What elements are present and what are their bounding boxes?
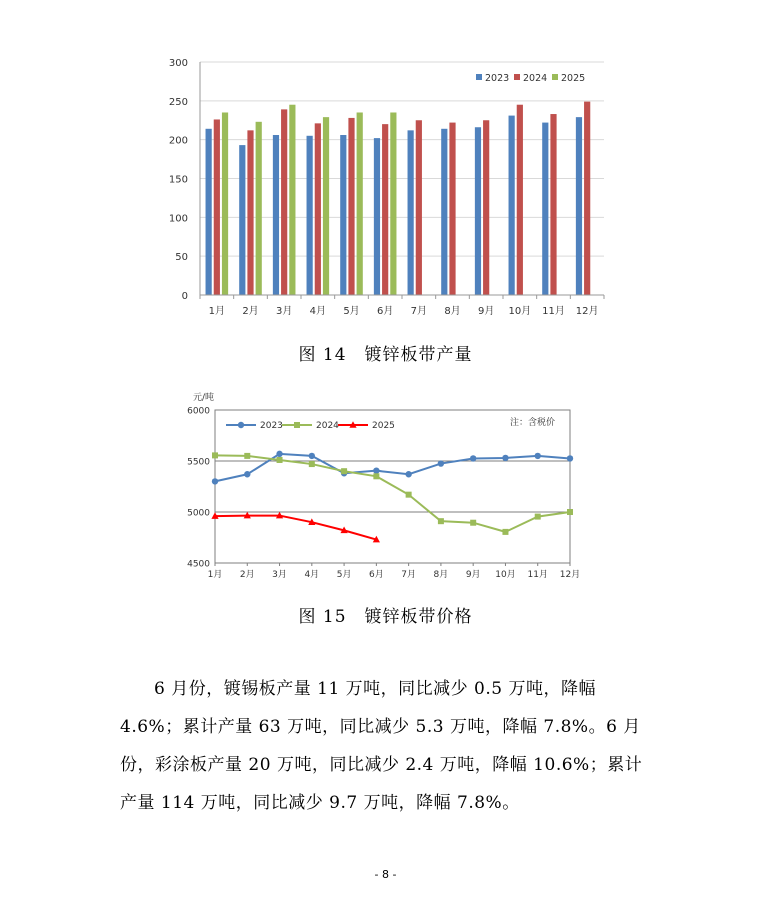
figure-14-caption: 图 14 镀锌板带产量 xyxy=(298,345,473,365)
line-point-2023-11 xyxy=(535,453,541,459)
line-x-tick-label: 9月 xyxy=(465,570,481,580)
legend-label-2024: 2024 xyxy=(523,73,548,84)
bar-2023-2 xyxy=(239,145,245,295)
paragraph-line-1: 6 月份，镀锡板产量 11 万吨，同比减少 0.5 万吨，降幅 xyxy=(154,679,597,699)
bar-2024-7 xyxy=(416,120,422,295)
bar-2023-4 xyxy=(307,136,313,295)
bar-2024-1 xyxy=(214,119,220,295)
bar-2025-1 xyxy=(222,112,228,295)
bar-x-tick-label: 11月 xyxy=(542,306,565,317)
bar-2024-4 xyxy=(315,123,321,295)
line-point-2023-3 xyxy=(276,451,282,457)
legend-marker-2023 xyxy=(238,422,244,428)
bar-2025-5 xyxy=(357,112,363,295)
bar-x-tick-label: 3月 xyxy=(275,306,293,317)
line-point-2024-9 xyxy=(470,520,476,526)
bar-x-tick-label: 10月 xyxy=(508,306,532,317)
legend-swatch-2025 xyxy=(552,74,558,80)
line-x-tick-label: 12月 xyxy=(559,570,581,580)
bar-y-tick-label: 100 xyxy=(168,213,188,225)
line-x-tick-label: 3月 xyxy=(272,570,287,580)
bar-2024-2 xyxy=(247,130,253,295)
line-x-tick-label: 11月 xyxy=(527,570,548,580)
bar-chart-y-axis xyxy=(169,58,200,302)
bar-chart-bars xyxy=(206,102,591,295)
legend-swatch-2023 xyxy=(476,74,482,80)
bar-x-tick-label: 2月 xyxy=(242,306,259,317)
line-chart-y-axis xyxy=(187,391,214,570)
bar-2024-11 xyxy=(550,114,556,295)
line-point-2024-3 xyxy=(277,457,283,463)
page-number: - 8 - xyxy=(374,868,397,881)
line-chart-series xyxy=(211,451,573,543)
bar-2023-11 xyxy=(542,123,548,295)
bar-2024-9 xyxy=(483,120,489,295)
line-point-2024-11 xyxy=(535,514,541,520)
legend-marker-2024 xyxy=(294,422,300,428)
line-series-2024 xyxy=(215,455,570,532)
bar-2024-10 xyxy=(517,105,523,295)
line-y-tick-label: 5000 xyxy=(187,508,210,519)
bar-y-tick-label: 50 xyxy=(175,252,188,264)
paragraph-line-4: 产量 114 万吨，同比减少 9.7 万吨，降幅 7.8%。 xyxy=(120,793,520,813)
line-point-2024-4 xyxy=(309,461,315,467)
figure-15-caption: 图 15 镀锌板带价格 xyxy=(298,607,473,627)
bar-y-tick-label: 150 xyxy=(168,174,188,186)
bar-2023-3 xyxy=(273,135,279,295)
bar-2024-6 xyxy=(382,124,388,295)
line-x-tick-label: 6月 xyxy=(368,570,384,580)
legend-label-2023: 2023 xyxy=(485,73,510,84)
line-point-2024-8 xyxy=(438,518,444,524)
bar-2024-5 xyxy=(348,118,354,295)
paragraph-line-3: 份，彩涂板产量 20 万吨，同比减少 2.4 万吨，降幅 10.6%；累计 xyxy=(120,755,643,775)
line-point-2023-10 xyxy=(502,455,508,461)
line-point-2023-12 xyxy=(567,455,573,461)
bar-y-tick-label: 200 xyxy=(168,135,188,147)
line-point-2023-4 xyxy=(309,453,315,459)
legend-label-2025: 2025 xyxy=(561,73,586,84)
line-point-2024-12 xyxy=(567,509,573,515)
line-point-2023-2 xyxy=(244,471,250,477)
line-x-tick-label: 4月 xyxy=(304,570,320,580)
line-point-2024-10 xyxy=(502,529,508,535)
line-point-2024-7 xyxy=(406,492,412,498)
line-point-2023-7 xyxy=(405,471,411,477)
line-point-2023-1 xyxy=(212,478,218,484)
line-x-tick-label: 10月 xyxy=(495,570,516,580)
line-chart-x-axis xyxy=(208,563,581,580)
bar-2024-12 xyxy=(584,102,590,295)
line-x-tick-label: 1月 xyxy=(207,570,223,580)
line-point-2023-9 xyxy=(470,455,476,461)
line-y-tick-label: 6000 xyxy=(187,406,210,417)
bar-chart-x-axis xyxy=(200,295,604,317)
line-series-2025 xyxy=(215,516,376,540)
bar-2025-6 xyxy=(390,112,396,295)
legend-label-2023: 2023 xyxy=(260,421,283,431)
bar-2023-6 xyxy=(374,138,380,295)
bar-chart-legend xyxy=(476,73,585,84)
bar-x-tick-label: 5月 xyxy=(343,306,360,317)
bar-2023-9 xyxy=(475,127,481,295)
bar-2023-8 xyxy=(441,129,447,295)
bar-y-tick-label: 0 xyxy=(181,291,188,302)
line-point-2024-1 xyxy=(212,452,218,458)
bar-x-tick-label: 7月 xyxy=(410,306,428,317)
bar-2024-8 xyxy=(449,123,455,295)
bar-2025-4 xyxy=(323,117,329,295)
legend-label-2024: 2024 xyxy=(316,421,339,431)
body-paragraph xyxy=(120,670,650,822)
bar-x-tick-label: 4月 xyxy=(309,306,327,317)
line-y-tick-label: 5500 xyxy=(187,457,210,468)
line-point-2023-8 xyxy=(438,460,444,466)
bar-x-tick-label: 9月 xyxy=(477,306,495,317)
price-line-chart xyxy=(0,385,771,590)
legend-label-2025: 2025 xyxy=(372,421,395,431)
bar-2025-3 xyxy=(289,105,295,295)
line-x-tick-label: 2月 xyxy=(239,570,255,580)
bar-x-tick-label: 6月 xyxy=(376,306,394,317)
line-chart-legend xyxy=(226,421,395,431)
bar-x-tick-label: 12月 xyxy=(575,306,599,317)
bar-2023-5 xyxy=(340,135,346,295)
line-x-tick-label: 7月 xyxy=(401,570,417,580)
bar-2023-12 xyxy=(576,117,582,295)
line-annotation: 注：含税价 xyxy=(510,418,556,428)
bar-2023-1 xyxy=(206,129,212,295)
bar-x-tick-label: 8月 xyxy=(444,306,461,317)
bar-x-tick-label: 1月 xyxy=(208,306,226,317)
line-y-tick-label: 4500 xyxy=(187,559,210,570)
bar-2023-7 xyxy=(408,130,414,295)
bar-y-tick-label: 300 xyxy=(168,58,188,69)
line-point-2023-6 xyxy=(373,467,379,473)
line-x-tick-label: 5月 xyxy=(336,570,352,580)
line-point-2024-2 xyxy=(244,453,250,459)
paragraph-line-2: 4.6%；累计产量 63 万吨，同比减少 5.3 万吨，降幅 7.8%。6 月 xyxy=(120,717,641,737)
bar-y-tick-label: 250 xyxy=(168,96,188,108)
line-point-2024-6 xyxy=(373,473,379,479)
line-y-axis-label: 元/吨 xyxy=(193,393,215,403)
bar-2024-3 xyxy=(281,109,287,295)
line-x-tick-label: 8月 xyxy=(433,570,449,580)
bar-2025-2 xyxy=(256,122,262,295)
bar-2023-10 xyxy=(509,116,515,295)
production-bar-chart xyxy=(0,0,771,330)
line-point-2024-5 xyxy=(341,468,347,474)
legend-swatch-2024 xyxy=(514,74,520,80)
